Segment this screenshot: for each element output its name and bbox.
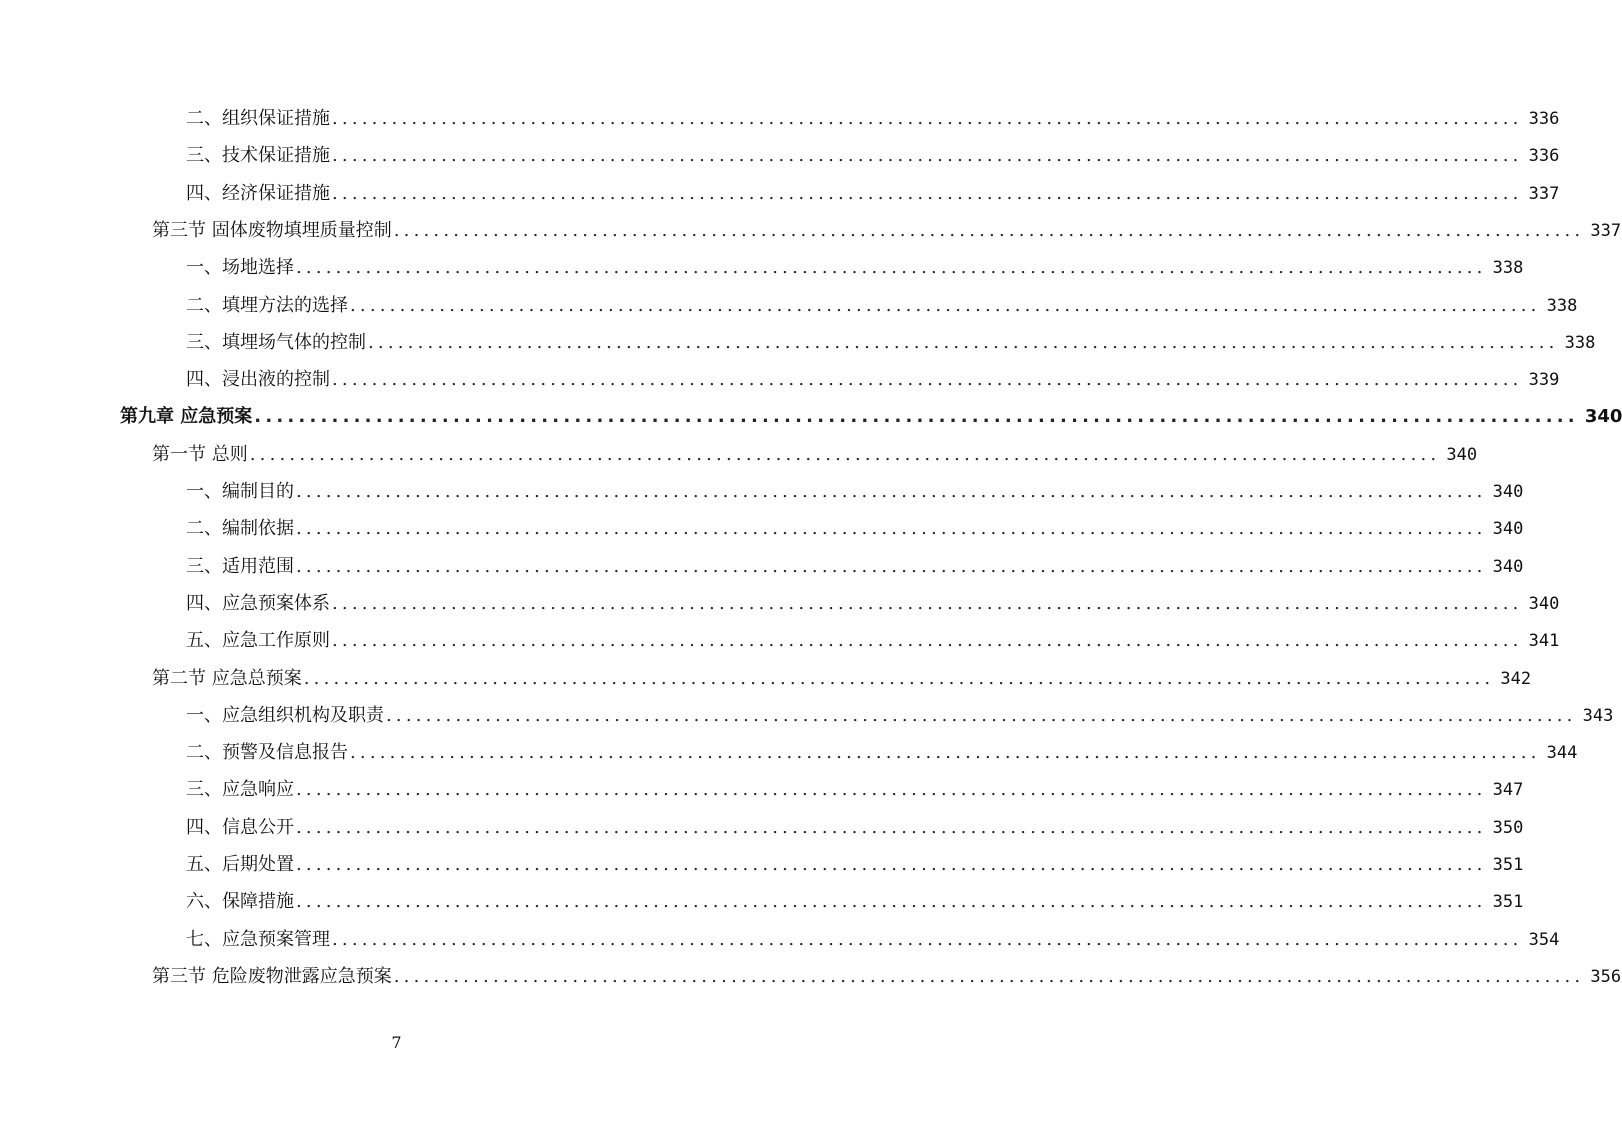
- toc-entry[interactable]: [186, 256, 1524, 280]
- toc-entry[interactable]: [186, 629, 1560, 653]
- toc-entry[interactable]: [186, 294, 1578, 318]
- toc-entry-page: 341: [1528, 631, 1560, 652]
- toc-dot-leader: ........................................................................................................................: [254, 406, 1579, 428]
- toc-dot-leader: ........................................................................................................................: [296, 518, 1487, 540]
- toc-entry[interactable]: [152, 443, 1478, 467]
- toc-entry[interactable]: [152, 965, 1622, 989]
- toc-entry-title: 二、编制依据: [186, 518, 294, 540]
- toc-entry-title: 四、信息公开: [186, 816, 294, 838]
- toc-dot-leader: ........................................................................................................................: [296, 891, 1487, 913]
- toc-dot-leader: ........................................................................................................................: [332, 145, 1523, 167]
- toc-entry-page: 344: [1546, 743, 1578, 764]
- toc-entry[interactable]: [186, 555, 1524, 579]
- toc-entry[interactable]: [120, 405, 1622, 429]
- toc-entry-page: 340: [1528, 593, 1560, 614]
- toc-entry-page: 340: [1446, 444, 1478, 465]
- toc-entry-title: 二、组织保证措施: [186, 108, 330, 129]
- toc-entry-title: 四、应急预案体系: [186, 592, 330, 614]
- toc-entry[interactable]: [186, 816, 1524, 840]
- toc-dot-leader: ........................................................................................................................: [303, 667, 1495, 689]
- toc-entry[interactable]: [152, 667, 1532, 691]
- toc-dot-leader: ........................................................................................................................: [393, 219, 1585, 241]
- toc-entry-title: 第三节 危险废物泄露应急预案: [152, 965, 392, 987]
- toc-entry-title: 一、编制目的: [186, 481, 294, 502]
- toc-dot-leader: ........................................................................................................................: [296, 779, 1487, 801]
- toc-entry-page: 351: [1492, 892, 1524, 913]
- toc-entry-title: 六、保障措施: [186, 891, 294, 913]
- toc-entry-page: 339: [1528, 370, 1560, 391]
- toc-entry-page: 343: [1582, 705, 1614, 726]
- toc-entry-page: 336: [1528, 146, 1560, 167]
- toc-entry[interactable]: [152, 219, 1622, 243]
- toc-dot-leader: ........................................................................................................................: [332, 369, 1523, 391]
- toc-entry-title: 七、应急预案管理: [186, 928, 330, 950]
- toc-entry-page: 340: [1492, 519, 1524, 540]
- toc-dot-leader: ........................................................................................................................: [332, 592, 1523, 614]
- toc-dot-leader: ........................................................................................................................: [296, 555, 1487, 577]
- toc-entry-title: 三、技术保证措施: [186, 145, 330, 167]
- toc-dot-leader: ........................................................................................................................: [332, 928, 1523, 950]
- toc-dot-leader: ........................................................................................................................: [296, 481, 1487, 502]
- toc-dot-leader: ........................................................................................................................: [332, 182, 1523, 204]
- toc-entry[interactable]: [186, 144, 1560, 168]
- toc-dot-leader: ........................................................................................................................: [350, 742, 1541, 764]
- toc-dot-leader: ........................................................................................................................: [368, 331, 1559, 353]
- toc-entry[interactable]: [186, 778, 1524, 802]
- toc-entry-page: 356: [1590, 966, 1622, 987]
- toc-dot-leader: ........................................................................................................................: [332, 108, 1523, 129]
- toc-entry-title: 五、应急工作原则: [186, 630, 330, 652]
- toc-entry-page: 354: [1528, 929, 1560, 950]
- toc-dot-leader: ........................................................................................................................: [249, 443, 1441, 465]
- toc-entry[interactable]: [186, 592, 1560, 616]
- toc-entry[interactable]: [186, 517, 1524, 541]
- toc-entry-page: 350: [1492, 817, 1524, 838]
- toc-entry[interactable]: [186, 741, 1578, 765]
- toc-dot-leader: ........................................................................................................................: [296, 854, 1487, 875]
- toc-dot-leader: ........................................................................................................................: [386, 704, 1577, 726]
- toc-dot-leader: ........................................................................................................................: [393, 965, 1585, 987]
- toc-entry-title: 五、后期处置: [186, 854, 294, 875]
- page-number: 7: [391, 1033, 402, 1052]
- toc-entry[interactable]: [186, 853, 1524, 877]
- toc-entry-title: 第三节 固体废物填埋质量控制: [152, 219, 392, 241]
- toc-entry-page: 340: [1492, 556, 1524, 577]
- toc-entry-page: 338: [1546, 295, 1578, 316]
- toc-entry-page: 337: [1590, 220, 1622, 241]
- toc-entry-title: 第九章 应急预案: [120, 406, 253, 428]
- toc-entry-title: 一、应急组织机构及职责: [186, 704, 384, 726]
- toc-entry-title: 第二节 应急总预案: [152, 667, 302, 689]
- toc-entry[interactable]: [186, 890, 1524, 914]
- toc-entry-page: 340: [1492, 482, 1524, 502]
- toc-dot-leader: ........................................................................................................................: [296, 257, 1487, 279]
- toc-entry-page: 337: [1528, 183, 1560, 204]
- toc-entry-page: 336: [1528, 109, 1560, 129]
- toc-entry-title: 二、预警及信息报告: [186, 742, 348, 764]
- toc-entry-title: 三、填埋场气体的控制: [186, 331, 366, 353]
- toc-entry[interactable]: [186, 107, 1560, 131]
- toc-entry-page: 338: [1492, 258, 1524, 279]
- toc-dot-leader: ........................................................................................................................: [296, 816, 1487, 838]
- toc-entry-title: 第一节 总则: [152, 443, 248, 465]
- toc-entry-page: 351: [1492, 855, 1524, 875]
- toc-entry-title: 三、适用范围: [186, 555, 294, 577]
- toc-entry-page: 342: [1500, 668, 1532, 689]
- toc-dot-leader: ........................................................................................................................: [350, 294, 1541, 316]
- toc-entry-title: 四、浸出液的控制: [186, 369, 330, 391]
- toc-entry-page: 340: [1584, 406, 1622, 428]
- toc-entry-title: 二、填埋方法的选择: [186, 294, 348, 316]
- toc-entry[interactable]: [186, 331, 1596, 355]
- toc-entry-title: 一、场地选择: [186, 257, 294, 279]
- toc-entry[interactable]: [186, 368, 1560, 392]
- toc-entry[interactable]: [186, 480, 1524, 504]
- toc-entry-title: 三、应急响应: [186, 779, 294, 801]
- toc-entry[interactable]: [186, 704, 1614, 728]
- toc-entry[interactable]: [186, 182, 1560, 206]
- toc-entry-page: 347: [1492, 780, 1524, 801]
- toc-dot-leader: ........................................................................................................................: [332, 630, 1523, 652]
- toc-entry-title: 四、经济保证措施: [186, 182, 330, 204]
- toc-entry-page: 338: [1564, 332, 1596, 353]
- toc-entry[interactable]: [186, 928, 1560, 952]
